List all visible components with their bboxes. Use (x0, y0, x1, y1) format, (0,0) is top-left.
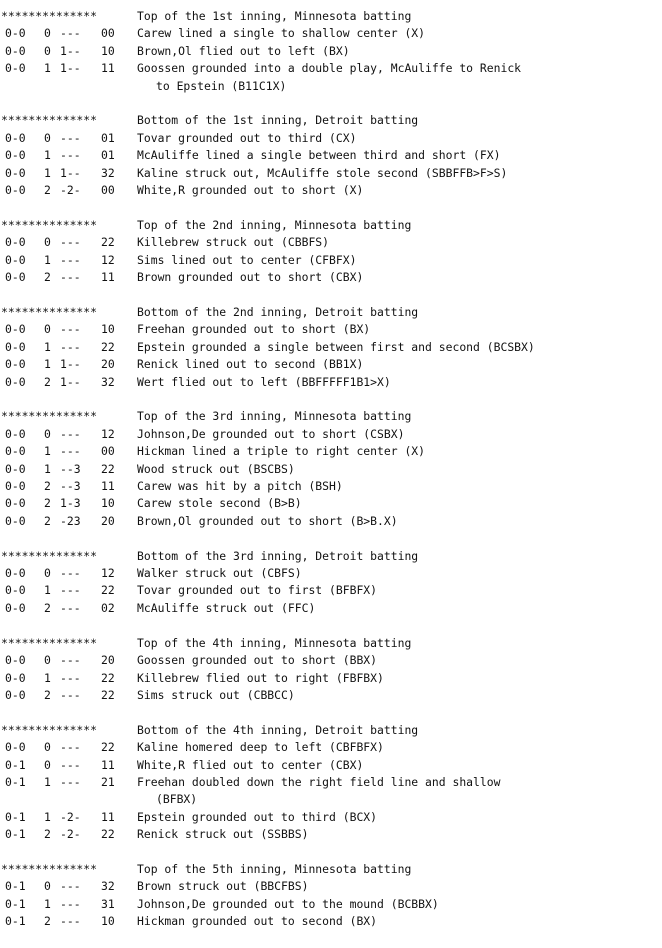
inning-title: Bottom of the 4th inning, Detroit batting (137, 722, 419, 737)
play-count: 21 (101, 774, 115, 789)
play-bases: --- (60, 740, 81, 755)
play-row (0, 896, 662, 913)
play-outs: 0 (44, 26, 51, 41)
play-row (0, 826, 662, 843)
play-count: 02 (101, 600, 115, 615)
play-count: 22 (101, 461, 115, 476)
play-outs: 1 (44, 583, 51, 598)
inning-section (0, 548, 662, 618)
play-description: Carew lined a single to shallow center (X) (137, 26, 426, 41)
play-bases: 1-- (60, 43, 81, 58)
play-description: Renick lined out to second (BB1X) (137, 357, 364, 372)
play-outs: 1 (44, 252, 51, 267)
play-score: 0-0 (5, 513, 26, 528)
play-row (0, 130, 662, 147)
play-outs: 2 (44, 183, 51, 198)
play-row (0, 321, 662, 338)
play-count: 10 (101, 43, 115, 58)
play-score: 0-0 (5, 687, 26, 702)
play-row (0, 461, 662, 478)
inning-title: Top of the 1st inning, Minnesota batting (137, 9, 412, 23)
play-count: 22 (101, 740, 115, 755)
play-count: 32 (101, 879, 115, 894)
play-outs: 0 (44, 130, 51, 145)
play-score: 0-0 (5, 566, 26, 581)
play-bases: --- (60, 600, 81, 615)
inning-section (0, 722, 662, 844)
play-score: 0-0 (5, 26, 26, 41)
play-description-continued: to Epstein (B11C1X) (156, 78, 287, 93)
play-count: 00 (101, 26, 115, 41)
play-score: 0-0 (5, 444, 26, 459)
play-count: 00 (101, 183, 115, 198)
play-score: 0-0 (5, 339, 26, 354)
play-row (0, 43, 662, 60)
play-score: 0-0 (5, 61, 26, 76)
play-outs: 2 (44, 687, 51, 702)
play-count: 22 (101, 583, 115, 598)
separator-stars: ************** (1, 304, 98, 319)
play-bases: --- (60, 130, 81, 145)
play-score: 0-0 (5, 600, 26, 615)
inning-title: Top of the 5th inning, Minnesota batting (137, 862, 412, 877)
inning-header (0, 8, 662, 25)
inning-header (0, 217, 662, 234)
play-description: Tovar grounded out to first (BFBFX) (137, 583, 378, 598)
play-description: Brown,Ol flied out to left (BX) (137, 43, 350, 58)
inning-section (0, 635, 662, 705)
play-bases: --- (60, 235, 81, 250)
play-count: 11 (101, 809, 115, 824)
play-count: 20 (101, 653, 115, 668)
play-row (0, 495, 662, 512)
play-description: Brown struck out (BBCFBS) (137, 879, 309, 894)
play-bases: --- (60, 914, 81, 929)
play-count: 20 (101, 513, 115, 528)
play-row (0, 878, 662, 895)
play-row (0, 565, 662, 582)
inning-header (0, 112, 662, 129)
play-bases: 1-- (60, 374, 81, 389)
play-description: Tovar grounded out to third (CX) (137, 130, 357, 145)
play-score: 0-1 (5, 914, 26, 929)
play-description: Kaline struck out, McAuliffe stole second (SBBFFB>F>S) (137, 165, 508, 180)
play-row (0, 478, 662, 495)
play-score: 0-0 (5, 148, 26, 163)
play-bases: -2- (60, 809, 81, 824)
play-score: 0-0 (5, 183, 26, 198)
play-score: 0-1 (5, 896, 26, 911)
play-outs: 0 (44, 879, 51, 894)
play-description: White,R grounded out to short (X) (137, 183, 364, 198)
play-bases: 1-- (60, 61, 81, 76)
play-description: Wert flied out to left (BBFFFFF1B1>X) (137, 374, 391, 389)
play-row (0, 774, 662, 791)
play-bases: 1-- (60, 165, 81, 180)
play-count: 22 (101, 235, 115, 250)
separator-stars: ************** (1, 722, 98, 737)
play-outs: 1 (44, 165, 51, 180)
play-description: White,R flied out to center (CBX) (137, 757, 364, 772)
inning-section (0, 408, 662, 530)
play-row (0, 165, 662, 182)
play-row (0, 339, 662, 356)
inning-section (0, 8, 662, 95)
play-outs: 1 (44, 896, 51, 911)
play-description: Epstein grounded out to third (BCX) (137, 809, 378, 824)
play-description: Brown grounded out to short (CBX) (137, 270, 364, 285)
play-bases: --- (60, 252, 81, 267)
play-count: 22 (101, 687, 115, 702)
inning-title: Bottom of the 3rd inning, Detroit batting (137, 548, 419, 563)
inning-section (0, 217, 662, 287)
play-bases: --- (60, 653, 81, 668)
play-score: 0-0 (5, 583, 26, 598)
play-bases: --- (60, 270, 81, 285)
play-bases: --- (60, 879, 81, 894)
separator-stars: ************** (1, 113, 98, 128)
play-row (0, 757, 662, 774)
play-description: Hickman lined a triple to right center (X) (137, 444, 426, 459)
play-outs: 1 (44, 357, 51, 372)
play-bases: -2- (60, 183, 81, 198)
play-row (0, 374, 662, 391)
play-description: Freehan doubled down the right field line and shallow (137, 774, 501, 789)
inning-header (0, 635, 662, 652)
play-count: 32 (101, 374, 115, 389)
play-row (0, 739, 662, 756)
play-bases: --- (60, 583, 81, 598)
play-row (0, 670, 662, 687)
play-outs: 2 (44, 513, 51, 528)
play-score: 0-0 (5, 461, 26, 476)
play-count: 10 (101, 914, 115, 929)
play-bases: --- (60, 774, 81, 789)
inning-title: Top of the 2nd inning, Minnesota batting (137, 217, 412, 232)
play-description: Freehan grounded out to short (BX) (137, 322, 371, 337)
play-description: Walker struck out (CBFS) (137, 566, 302, 581)
play-score: 0-1 (5, 757, 26, 772)
play-bases: -23 (60, 513, 81, 528)
play-bases: --- (60, 322, 81, 337)
play-row (0, 582, 662, 599)
play-description: Goossen grounded out to short (BBX) (137, 653, 378, 668)
play-description: Renick struck out (SSBBS) (137, 827, 309, 842)
play-bases: --- (60, 444, 81, 459)
inning-title: Bottom of the 2nd inning, Detroit batting (137, 304, 419, 319)
play-bases: --3 (60, 478, 81, 493)
play-outs: 2 (44, 374, 51, 389)
play-score: 0-0 (5, 235, 26, 250)
play-bases: --- (60, 426, 81, 441)
play-score: 0-0 (5, 357, 26, 372)
play-outs: 2 (44, 600, 51, 615)
inning-header (0, 408, 662, 425)
play-count: 22 (101, 670, 115, 685)
inning-header (0, 861, 662, 878)
play-row (0, 252, 662, 269)
play-description: Sims lined out to center (CFBFX) (137, 252, 357, 267)
play-count: 11 (101, 757, 115, 772)
play-score: 0-0 (5, 653, 26, 668)
play-score: 0-1 (5, 879, 26, 894)
play-bases: 1-- (60, 357, 81, 372)
play-outs: 1 (44, 670, 51, 685)
separator-stars: ************** (1, 409, 98, 424)
play-row (0, 687, 662, 704)
play-outs: 1 (44, 774, 51, 789)
play-bases: --- (60, 670, 81, 685)
play-score: 0-1 (5, 827, 26, 842)
play-row (0, 426, 662, 443)
play-row (0, 356, 662, 373)
separator-stars: ************** (1, 9, 98, 23)
play-outs: 0 (44, 757, 51, 772)
play-bases: --3 (60, 461, 81, 476)
play-description: Killebrew struck out (CBBFS) (137, 235, 330, 250)
play-description: Kaline homered deep to left (CBFBFX) (137, 740, 384, 755)
play-description: Epstein grounded a single between first and second (BCSBX) (137, 339, 535, 354)
play-row (0, 913, 662, 930)
play-score: 0-0 (5, 374, 26, 389)
inning-header (0, 548, 662, 565)
play-row (0, 147, 662, 164)
play-score: 0-0 (5, 670, 26, 685)
inning-header (0, 304, 662, 321)
play-count: 22 (101, 339, 115, 354)
play-bases: -2- (60, 827, 81, 842)
play-outs: 0 (44, 653, 51, 668)
play-count: 11 (101, 61, 115, 76)
play-row (0, 269, 662, 286)
play-outs: 1 (44, 148, 51, 163)
play-row (0, 513, 662, 530)
play-description: Sims struck out (CBBCC) (137, 687, 295, 702)
play-bases: --- (60, 896, 81, 911)
play-outs: 0 (44, 566, 51, 581)
inning-section (0, 304, 662, 391)
separator-stars: ************** (1, 862, 98, 877)
play-score: 0-1 (5, 809, 26, 824)
play-count: 12 (101, 566, 115, 581)
play-description: Brown,Ol grounded out to short (B>B.X) (137, 513, 398, 528)
separator-stars: ************** (1, 548, 98, 563)
play-description: McAuliffe lined a single between third and short (FX) (137, 148, 501, 163)
play-description: Johnson,De grounded out to short (CSBX) (137, 426, 405, 441)
play-score: 0-1 (5, 774, 26, 789)
play-outs: 2 (44, 478, 51, 493)
play-outs: 1 (44, 809, 51, 824)
play-description-continued: (BFBX) (156, 792, 198, 807)
play-description: Hickman grounded out to second (BX) (137, 914, 378, 929)
play-score: 0-0 (5, 270, 26, 285)
play-count: 00 (101, 444, 115, 459)
play-count: 20 (101, 357, 115, 372)
play-count: 01 (101, 130, 115, 145)
play-count: 12 (101, 252, 115, 267)
play-description: Carew was hit by a pitch (BSH) (137, 478, 343, 493)
play-row (0, 652, 662, 669)
play-outs: 2 (44, 914, 51, 929)
play-score: 0-0 (5, 478, 26, 493)
play-row (0, 60, 662, 77)
inning-header (0, 722, 662, 739)
play-score: 0-0 (5, 165, 26, 180)
play-row-continuation (0, 791, 662, 808)
play-bases: --- (60, 26, 81, 41)
play-description: Goossen grounded into a double play, McAuliffe to Renick (137, 61, 522, 76)
play-description: Johnson,De grounded out to the mound (BCBBX) (137, 896, 439, 911)
play-count: 01 (101, 148, 115, 163)
play-score: 0-0 (5, 252, 26, 267)
play-outs: 1 (44, 61, 51, 76)
play-bases: --- (60, 339, 81, 354)
play-description: Carew stole second (B>B) (137, 496, 302, 511)
play-count: 11 (101, 270, 115, 285)
inning-title: Top of the 3rd inning, Minnesota batting (137, 409, 412, 424)
play-outs: 0 (44, 426, 51, 441)
play-score: 0-0 (5, 43, 26, 58)
play-row (0, 234, 662, 251)
inning-title: Bottom of the 1st inning, Detroit batting (137, 113, 419, 128)
play-outs: 0 (44, 322, 51, 337)
inning-section (0, 861, 662, 931)
play-score: 0-0 (5, 426, 26, 441)
play-row (0, 182, 662, 199)
play-count: 10 (101, 496, 115, 511)
play-outs: 1 (44, 444, 51, 459)
play-description: McAuliffe struck out (FFC) (137, 600, 316, 615)
play-score: 0-0 (5, 740, 26, 755)
play-score: 0-0 (5, 322, 26, 337)
play-score: 0-0 (5, 130, 26, 145)
play-bases: --- (60, 148, 81, 163)
play-row-continuation (0, 78, 662, 95)
play-count: 31 (101, 896, 115, 911)
play-bases: --- (60, 566, 81, 581)
play-row (0, 443, 662, 460)
play-score: 0-0 (5, 496, 26, 511)
play-outs: 0 (44, 43, 51, 58)
separator-stars: ************** (1, 217, 98, 232)
separator-stars: ************** (1, 635, 98, 650)
play-description: Killebrew flied out to right (FBFBX) (137, 670, 384, 685)
play-outs: 2 (44, 496, 51, 511)
play-outs: 0 (44, 235, 51, 250)
play-row (0, 600, 662, 617)
play-outs: 2 (44, 827, 51, 842)
play-outs: 1 (44, 461, 51, 476)
play-bases: --- (60, 687, 81, 702)
play-count: 12 (101, 426, 115, 441)
play-count: 10 (101, 322, 115, 337)
play-row (0, 809, 662, 826)
play-description: Wood struck out (BSCBS) (137, 461, 295, 476)
play-outs: 2 (44, 270, 51, 285)
play-outs: 1 (44, 339, 51, 354)
play-bases: --- (60, 757, 81, 772)
play-row (0, 25, 662, 42)
play-bases: 1-3 (60, 496, 81, 511)
play-count: 32 (101, 165, 115, 180)
play-count: 22 (101, 827, 115, 842)
play-outs: 0 (44, 740, 51, 755)
play-count: 11 (101, 478, 115, 493)
inning-section (0, 112, 662, 199)
inning-title: Top of the 4th inning, Minnesota batting (137, 635, 412, 650)
